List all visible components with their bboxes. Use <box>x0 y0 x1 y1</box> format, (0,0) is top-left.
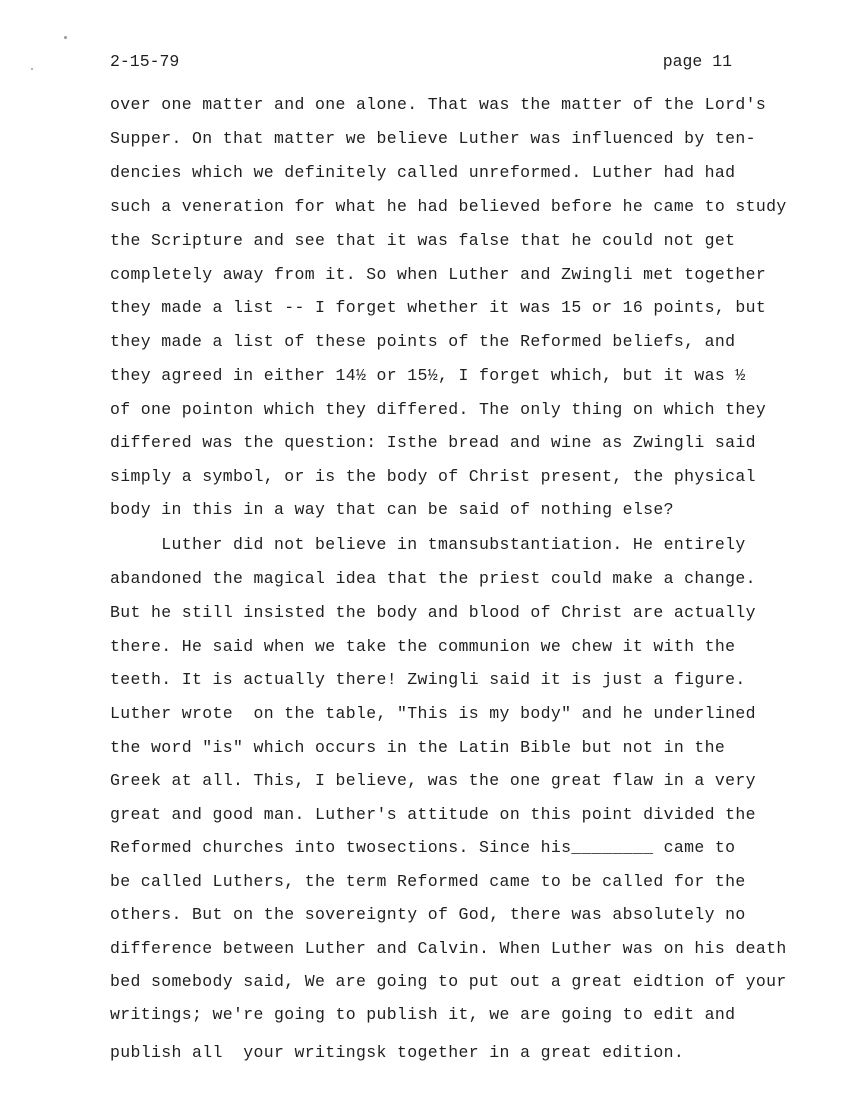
text-line: dencies which we definitely called unreformed. Luther had had <box>110 163 736 182</box>
text-line: of one pointon which they differed. The only thing on which they <box>110 400 767 419</box>
text-line: completely away from it. So when Luther and Zwingli met together <box>110 265 767 284</box>
scan-speck <box>64 36 67 39</box>
text-line: great and good man. Luther's attitude on this point divided the <box>110 805 756 824</box>
text-line: Luther did not believe in tmansubstantiation. He entirely <box>110 535 746 554</box>
text-line: others. But on the sovereignty of God, there was absolutely no <box>110 905 746 924</box>
text-line: But he still insisted the body and blood of Christ are actually <box>110 603 756 622</box>
text-line: difference between Luther and Calvin. When Luther was on his death <box>110 939 787 958</box>
text-line: differed was the question: Isthe bread and wine as Zwingli said <box>110 433 756 452</box>
text-line: they agreed in either 14½ or 15½, I forget which, but it was ½ <box>110 366 746 385</box>
text-line: Greek at all. This, I believe, was the one great flaw in a very <box>110 771 756 790</box>
text-line: such a veneration for what he had believed before he came to study <box>110 197 787 216</box>
text-line: simply a symbol, or is the body of Christ present, the physical <box>110 467 756 486</box>
text-line: they made a list -- I forget whether it was 15 or 16 points, but <box>110 298 767 317</box>
header-page-number: page 11 <box>662 52 732 71</box>
text-line: abandoned the magical idea that the priest could make a change. <box>110 569 756 588</box>
text-line: there. He said when we take the communion we chew it with the <box>110 637 736 656</box>
text-line: Luther wrote on the table, "This is my body" and he underlined <box>110 704 756 723</box>
text-line: they made a list of these points of the Reformed beliefs, and <box>110 332 736 351</box>
text-line: teeth. It is actually there! Zwingli said it is just a figure. <box>110 670 746 689</box>
text-line: Supper. On that matter we believe Luther was influenced by ten- <box>110 129 756 148</box>
text-line: writings; we're going to publish it, we are going to edit and <box>110 1005 736 1024</box>
header-date: 2-15-79 <box>110 52 180 71</box>
text-line: body in this in a way that can be said of nothing else? <box>110 500 674 519</box>
page-header <box>110 52 732 76</box>
text-line: Reformed churches into twosections. Since his________ came to <box>110 838 736 857</box>
text-line: bed somebody said, We are going to put out a great eidtion of your <box>110 972 787 991</box>
text-line: the Scripture and see that it was false that he could not get <box>110 231 736 250</box>
text-line: the word "is" which occurs in the Latin Bible but not in the <box>110 738 726 757</box>
text-line: over one matter and one alone. That was the matter of the Lord's <box>110 95 767 114</box>
text-line: publish all your writingsk together in a great edition. <box>110 1043 685 1062</box>
text-line: be called Luthers, the term Reformed came to be called for the <box>110 872 746 891</box>
scan-speck <box>31 68 33 70</box>
